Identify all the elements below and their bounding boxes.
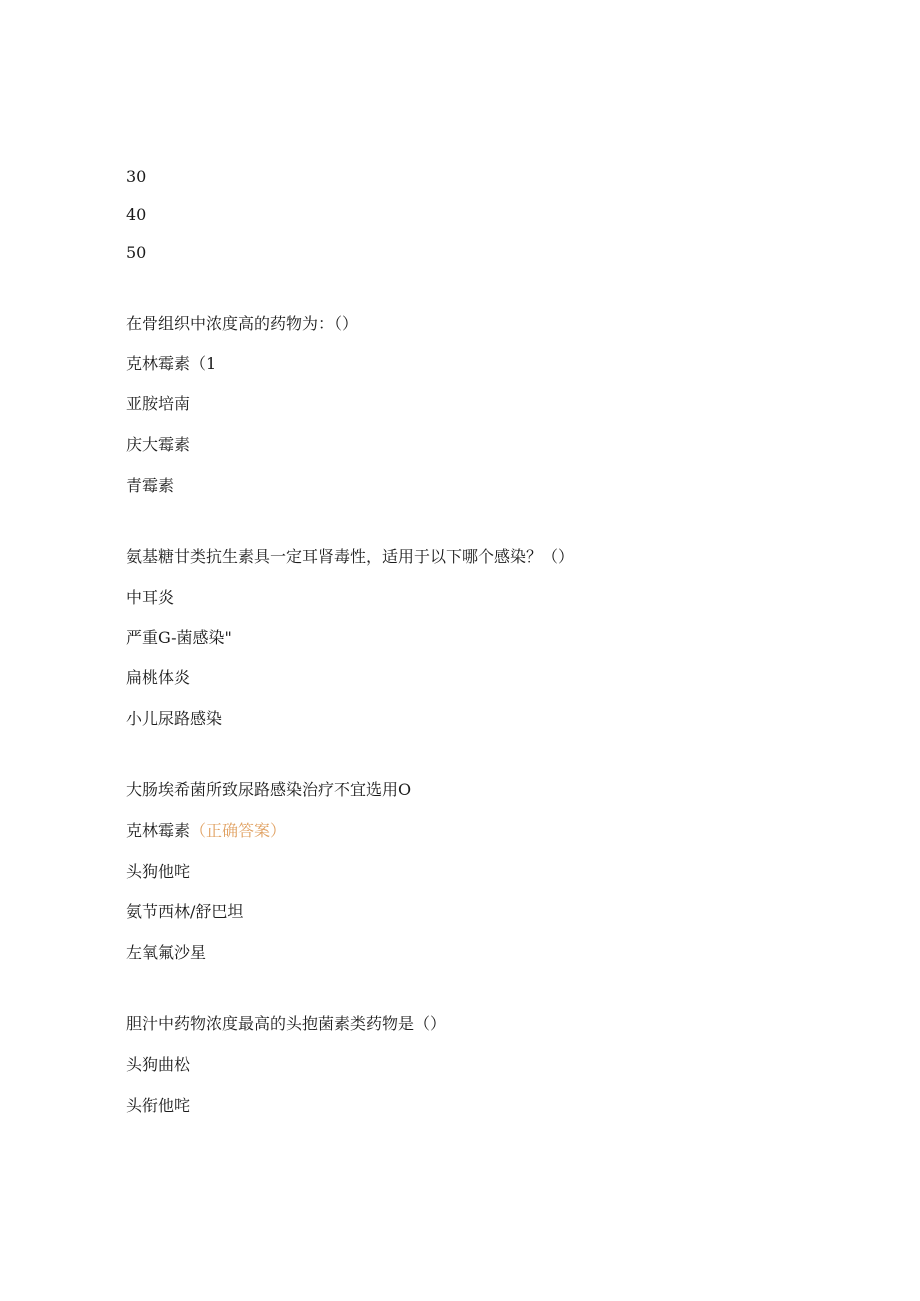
option-40: 40 [126,205,147,224]
option-50: 50 [126,243,147,262]
question-2-option-1: 中耳炎 [126,588,175,607]
question-2-prompt: 氨基糖甘类抗生素具一定耳肾毒性，适用于以下哪个感染？（） [126,547,575,566]
question-2-option-3: 扁桃体炎 [126,668,191,687]
question-2-option-4: 小儿尿路感染 [126,709,223,728]
correct-answer-tag: （正确答案） [190,821,287,840]
option-30: 30 [126,167,147,186]
question-4-option-1: 头狗曲松 [126,1055,191,1074]
question-1-option-2: 亚胺培南 [126,394,191,413]
question-3-option-3: 氨节西林/舒巴坦 [126,902,244,921]
question-3-option-4: 左氧氟沙星 [126,943,207,962]
question-1-option-4: 青霉素 [126,476,175,495]
question-4-prompt: 胆汁中药物浓度最高的头抱菌素类药物是（） [126,1014,447,1033]
question-1-option-1: 克林霉素（1 [126,354,217,373]
question-3-option-1-label: 克林霉素 [126,821,191,840]
question-3-prompt: 大肠埃希菌所致尿路感染治疗不宜选用O [126,780,412,799]
question-3-option-2: 头狗他咤 [126,862,191,881]
question-1-option-3: 庆大霉素 [126,435,191,454]
question-2-option-2: 严重G-菌感染" [126,628,232,647]
question-3-option-1 [126,821,286,841]
question-4-option-2: 头衔他咤 [126,1096,191,1115]
question-1-prompt: 在骨组织中浓度高的药物为：（） [126,314,359,333]
